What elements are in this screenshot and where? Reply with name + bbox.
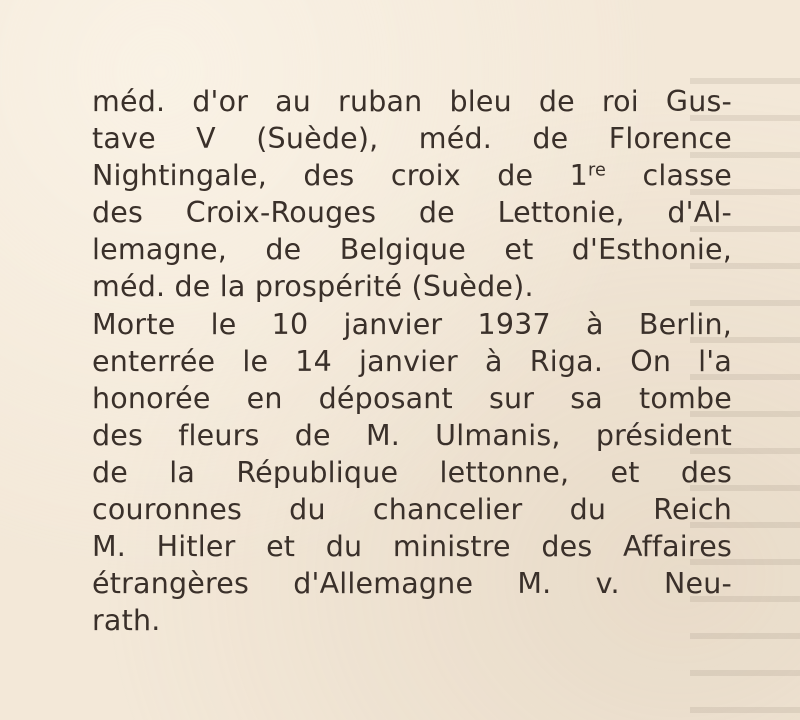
text-line: étrangères d'Allemagne M. v. Neu- bbox=[92, 567, 732, 601]
text-fragment: classe bbox=[606, 159, 732, 193]
text-line: rath. bbox=[92, 604, 161, 638]
text-line: M. Hitler et du ministre des Affaires bbox=[92, 530, 732, 564]
text-line: tave V (Suède), méd. de Florence bbox=[92, 122, 732, 156]
text-line: honorée en déposant sur sa tombe bbox=[92, 381, 732, 415]
text-fragment: Nightingale, des croix de 1 bbox=[92, 159, 588, 193]
text-line bbox=[92, 157, 732, 194]
document-body bbox=[92, 83, 732, 639]
text-line: méd. de la prospérité (Suède). bbox=[92, 270, 534, 304]
paragraph-1 bbox=[92, 83, 732, 306]
text-line: des Croix-Rouges de Lettonie, d'Al- bbox=[92, 196, 732, 230]
text-line: couronnes du chancelier du Reich bbox=[92, 493, 732, 527]
text-line: lemagne, de Belgique et d'Esthonie, bbox=[92, 233, 732, 267]
text-line: enterrée le 14 janvier à Riga. On l'a bbox=[92, 344, 732, 378]
text-line: des fleurs de M. Ulmanis, président bbox=[92, 418, 732, 452]
text-line: méd. d'or au ruban bleu de roi Gus- bbox=[92, 85, 732, 118]
text-line: de la République lettonne, et des bbox=[92, 455, 732, 489]
text-line: Morte le 10 janvier 1937 à Berlin, bbox=[92, 307, 732, 341]
paragraph-2 bbox=[92, 306, 732, 640]
superscript: re bbox=[587, 160, 607, 181]
